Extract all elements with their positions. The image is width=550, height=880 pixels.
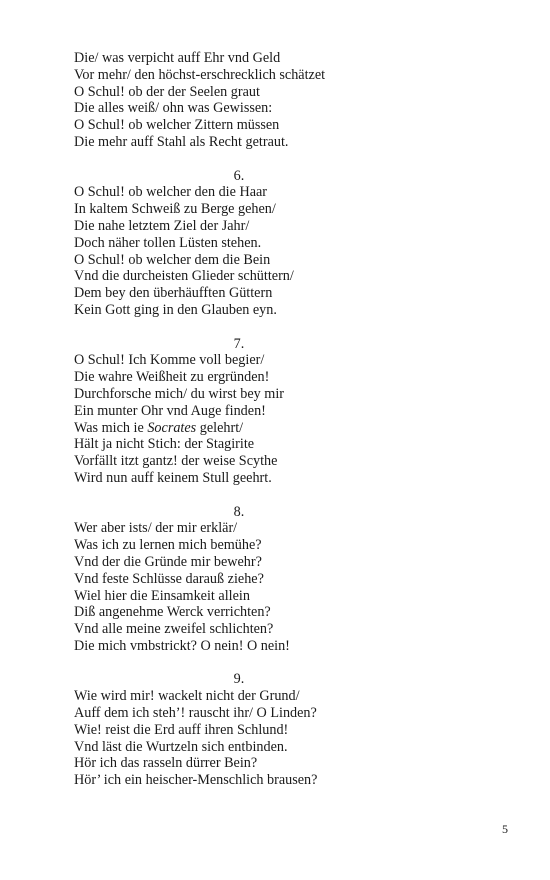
verse-segment: Was mich ie bbox=[74, 419, 148, 436]
verse-line: Vnd läst die Wurtzeln sich entbinden. bbox=[74, 738, 288, 755]
verse-line: O Schul! ob welcher Zittern müssen bbox=[74, 117, 280, 134]
stanza-number: 7. bbox=[233, 335, 245, 352]
verse-segment: gelehrt/ bbox=[196, 419, 244, 436]
stanza bbox=[74, 336, 404, 487]
verse-line: Ein munter Ohr vnd Auge finden! bbox=[74, 402, 266, 419]
verse-line: Dem bey den überhäufften Güttern bbox=[74, 285, 273, 302]
verse-line: Die alles weiß/ ohn was Gewissen: bbox=[74, 100, 273, 117]
verse-line: Die wahre Weißheit zu ergründen! bbox=[74, 369, 270, 386]
verse-line: Hör ich das rasseln dürrer Bein? bbox=[74, 755, 258, 772]
verse-line bbox=[74, 420, 404, 437]
verse-line: Durchforsche mich/ du wirst bey mir bbox=[74, 385, 284, 402]
verse-line: Wie! reist die Erd auff ihren Schlund! bbox=[74, 721, 289, 738]
verse-line: Wer aber ists/ der mir erklär/ bbox=[74, 520, 238, 537]
verse-line: Die mehr auff Stahl als Recht getraut. bbox=[74, 133, 289, 150]
verse-line: Die/ was verpicht auff Ehr vnd Geld bbox=[74, 50, 281, 66]
verse-line: Vorfällt itzt gantz! der weise Scythe bbox=[74, 453, 278, 470]
verse-line: In kaltem Schweiß zu Berge gehen/ bbox=[74, 201, 276, 218]
verse-line: O Schul! ob der der Seelen graut bbox=[74, 83, 260, 100]
stanza-number: 6. bbox=[233, 167, 245, 184]
verse-line: O Schul! ob welcher dem die Bein bbox=[74, 251, 271, 268]
verse-line: Vor mehr/ den höchst-erschrecklich schätzet bbox=[74, 66, 326, 83]
verse-italic-name: Socrates bbox=[147, 419, 197, 436]
verse-line: Vnd alle meine zweifel schlichten? bbox=[74, 621, 274, 638]
verse-line: Die mich vmbstrickt? O nein! O nein! bbox=[74, 637, 290, 654]
verse-line: Vnd die durcheisten Glieder schüttern/ bbox=[74, 268, 294, 285]
verse-line: O Schul! Ich Komme voll begier/ bbox=[74, 352, 265, 369]
verse-line: Doch näher tollen Lüsten stehen. bbox=[74, 234, 262, 251]
verse-line: Hält ja nicht Stich: der Stagirite bbox=[74, 436, 255, 453]
verse-line: O Schul! ob welcher den die Haar bbox=[74, 184, 268, 201]
stanza-number: 8. bbox=[233, 503, 245, 520]
verse-line: Vnd feste Schlüsse darauß ziehe? bbox=[74, 570, 264, 587]
stanza bbox=[74, 671, 404, 789]
stanza bbox=[74, 50, 404, 151]
verse-line: Vnd der die Gründe mir bewehr? bbox=[74, 553, 262, 570]
verse-line: Wiel hier die Einsamkeit allein bbox=[74, 587, 250, 604]
stanza bbox=[74, 504, 404, 655]
poem-body bbox=[74, 50, 404, 806]
stanza-number: 9. bbox=[233, 671, 245, 688]
verse-line: Kein Gott ging in den Glauben eyn. bbox=[74, 301, 277, 318]
verse-line: Diß angenehme Werck verrichten? bbox=[74, 604, 271, 621]
verse-line: Wie wird mir! wackelt nicht der Grund/ bbox=[74, 688, 300, 705]
page-number: 5 bbox=[502, 822, 508, 836]
verse-line: Die nahe letztem Ziel der Jahr/ bbox=[74, 217, 250, 234]
verse-line: Hör’ ich ein heischer-Menschlich brausen? bbox=[74, 772, 318, 789]
verse-line: Wird nun auff keinem Stull geehrt. bbox=[74, 469, 272, 486]
verse-line: Auff dem ich steh’! rauscht ihr/ O Linden? bbox=[74, 705, 317, 722]
verse-line: Was ich zu lernen mich bemühe? bbox=[74, 537, 262, 554]
stanza bbox=[74, 168, 404, 319]
